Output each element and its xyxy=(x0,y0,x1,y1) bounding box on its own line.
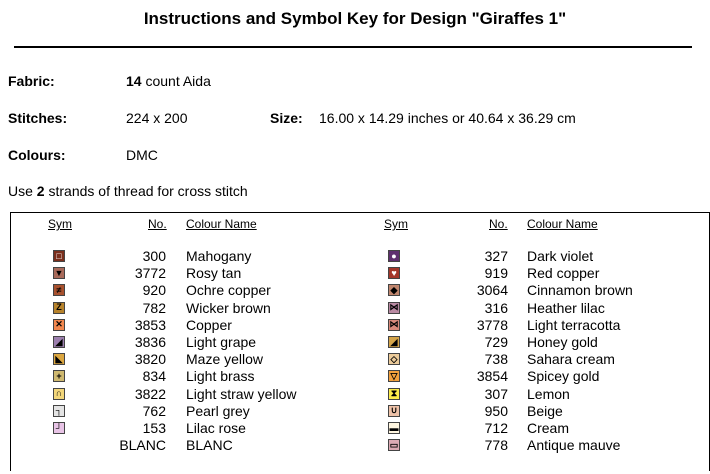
table-row xyxy=(0,300,710,317)
colour-number: 729 xyxy=(484,334,508,350)
symbol-swatch-icon: ● xyxy=(388,250,400,262)
header-no-left: No. xyxy=(148,217,167,231)
fabric-label: Fabric: xyxy=(8,73,55,89)
colour-number: 3772 xyxy=(134,265,166,282)
colour-name: Copper xyxy=(186,316,232,333)
table-row xyxy=(0,265,710,282)
colour-name: Spicey gold xyxy=(527,368,600,385)
colours-value: DMC xyxy=(126,147,158,163)
colour-number: 3064 xyxy=(476,282,508,299)
table-row xyxy=(0,386,710,403)
colour-number: 919 xyxy=(484,265,508,282)
colour-number: BLANC xyxy=(119,437,166,454)
symbol-swatch-icon: □ xyxy=(53,250,65,262)
strands-instruction xyxy=(8,183,248,199)
colour-name: Honey gold xyxy=(527,334,598,350)
colour-number: 738 xyxy=(484,351,508,368)
header-sym-left: Sym xyxy=(48,217,72,231)
fabric-value xyxy=(126,73,211,89)
symbol-swatch-icon: ◇ xyxy=(388,353,400,365)
table-row xyxy=(0,437,710,454)
table-row xyxy=(0,282,710,299)
colour-name: BLANC xyxy=(186,437,233,454)
colour-name: Maze yellow xyxy=(186,351,264,368)
colour-name: Cinnamon brown xyxy=(527,282,633,299)
table-row xyxy=(0,248,710,265)
colour-number: 327 xyxy=(484,248,508,264)
table-row xyxy=(0,351,710,368)
colour-number: 3778 xyxy=(476,316,508,333)
colour-number: 950 xyxy=(484,402,508,419)
size-label: Size: xyxy=(270,110,303,126)
colour-name: Light grape xyxy=(186,334,257,350)
colour-number: 316 xyxy=(484,299,508,316)
symbol-swatch-icon: ⋈ xyxy=(389,302,399,313)
colour-number: 307 xyxy=(484,385,508,402)
symbol-swatch-icon: + xyxy=(53,370,65,382)
header-sym-right: Sym xyxy=(384,217,408,231)
colour-name: Light terracotta xyxy=(527,316,621,333)
header-name-left: Colour Name xyxy=(186,217,257,231)
colour-number: 3822 xyxy=(134,385,166,402)
colour-number: 3820 xyxy=(134,351,166,368)
colour-number: 834 xyxy=(142,368,166,385)
strand-count: 2 xyxy=(36,183,45,199)
colour-name: Lemon xyxy=(527,385,570,402)
symbol-swatch-icon: ✕ xyxy=(53,319,65,331)
table-row xyxy=(0,334,710,351)
symbol-swatch-icon: ┘ xyxy=(53,422,65,434)
symbol-swatch-icon: ◢ xyxy=(53,336,65,348)
colour-name: Sahara cream xyxy=(527,351,615,368)
colour-name: Beige xyxy=(527,402,563,419)
colour-name: Dark violet xyxy=(527,248,594,264)
colour-number: 920 xyxy=(142,282,166,299)
colour-number: 3854 xyxy=(476,368,508,385)
symbol-swatch-icon: ∪ xyxy=(388,405,400,417)
page-title: Instructions and Symbol Key for Design "Giraffes 1" xyxy=(143,9,567,28)
symbol-swatch-icon: ▼ xyxy=(54,267,64,278)
header-name-right: Colour Name xyxy=(527,217,598,231)
colour-number: 778 xyxy=(484,437,508,454)
stitches-label: Stitches: xyxy=(8,110,68,126)
colour-name: Ochre copper xyxy=(186,282,271,299)
colour-name: Heather lilac xyxy=(527,299,605,316)
colours-label: Colours: xyxy=(8,147,66,163)
colour-name: Light brass xyxy=(186,368,255,385)
colour-name: Pearl grey xyxy=(186,402,250,419)
table-row xyxy=(0,403,710,420)
fabric-count: 14 xyxy=(126,73,142,89)
colour-number: 153 xyxy=(142,420,166,436)
symbol-swatch-icon: ♥ xyxy=(388,267,400,279)
colour-name: Rosy tan xyxy=(186,265,242,282)
header-no-right: No. xyxy=(489,217,508,231)
table-row xyxy=(0,420,710,437)
size-value: 16.00 x 14.29 inches or 40.64 x 36.29 cm xyxy=(319,110,576,126)
table-row xyxy=(0,368,710,385)
title-underline xyxy=(14,46,692,48)
colour-name: Wicker brown xyxy=(186,299,271,316)
table-row xyxy=(0,317,710,334)
colour-name: Lilac rose xyxy=(186,420,246,436)
symbol-swatch-icon: ┐ xyxy=(53,405,65,417)
colour-number: 300 xyxy=(142,248,166,264)
colour-name: Antique mauve xyxy=(527,437,621,454)
fabric-type: count Aida xyxy=(141,73,211,89)
symbol-swatch-icon: ▭ xyxy=(389,439,399,450)
symbol-swatch-icon: ▬ xyxy=(389,422,399,433)
symbol-swatch-icon: ⋈ xyxy=(389,319,399,330)
colour-number: 3853 xyxy=(134,316,166,333)
colour-number: 762 xyxy=(142,402,166,419)
instruction-post: strands of thread for cross stitch xyxy=(44,183,248,199)
colour-name: Red copper xyxy=(527,265,600,282)
colour-name: Light straw yellow xyxy=(186,385,297,402)
colour-number: 712 xyxy=(484,420,508,436)
colour-number: 782 xyxy=(142,299,166,316)
symbol-swatch-icon: ▽ xyxy=(388,370,400,382)
symbol-swatch-icon: ◢ xyxy=(388,336,400,348)
colour-name: Cream xyxy=(527,420,570,436)
symbol-swatch-icon: ∩ xyxy=(53,388,65,400)
symbol-swatch-icon: Z xyxy=(53,302,65,314)
symbol-swatch-icon: ≠ xyxy=(53,284,65,296)
symbol-swatch-icon: ◣ xyxy=(53,353,65,365)
stitches-value: 224 x 200 xyxy=(126,110,188,126)
colour-number: 3836 xyxy=(134,334,166,350)
symbol-swatch-icon: ◆ xyxy=(388,284,400,296)
symbol-swatch-icon: ⧗ xyxy=(388,388,400,400)
colour-name: Mahogany xyxy=(186,248,252,264)
instruction-pre: Use xyxy=(8,183,37,199)
